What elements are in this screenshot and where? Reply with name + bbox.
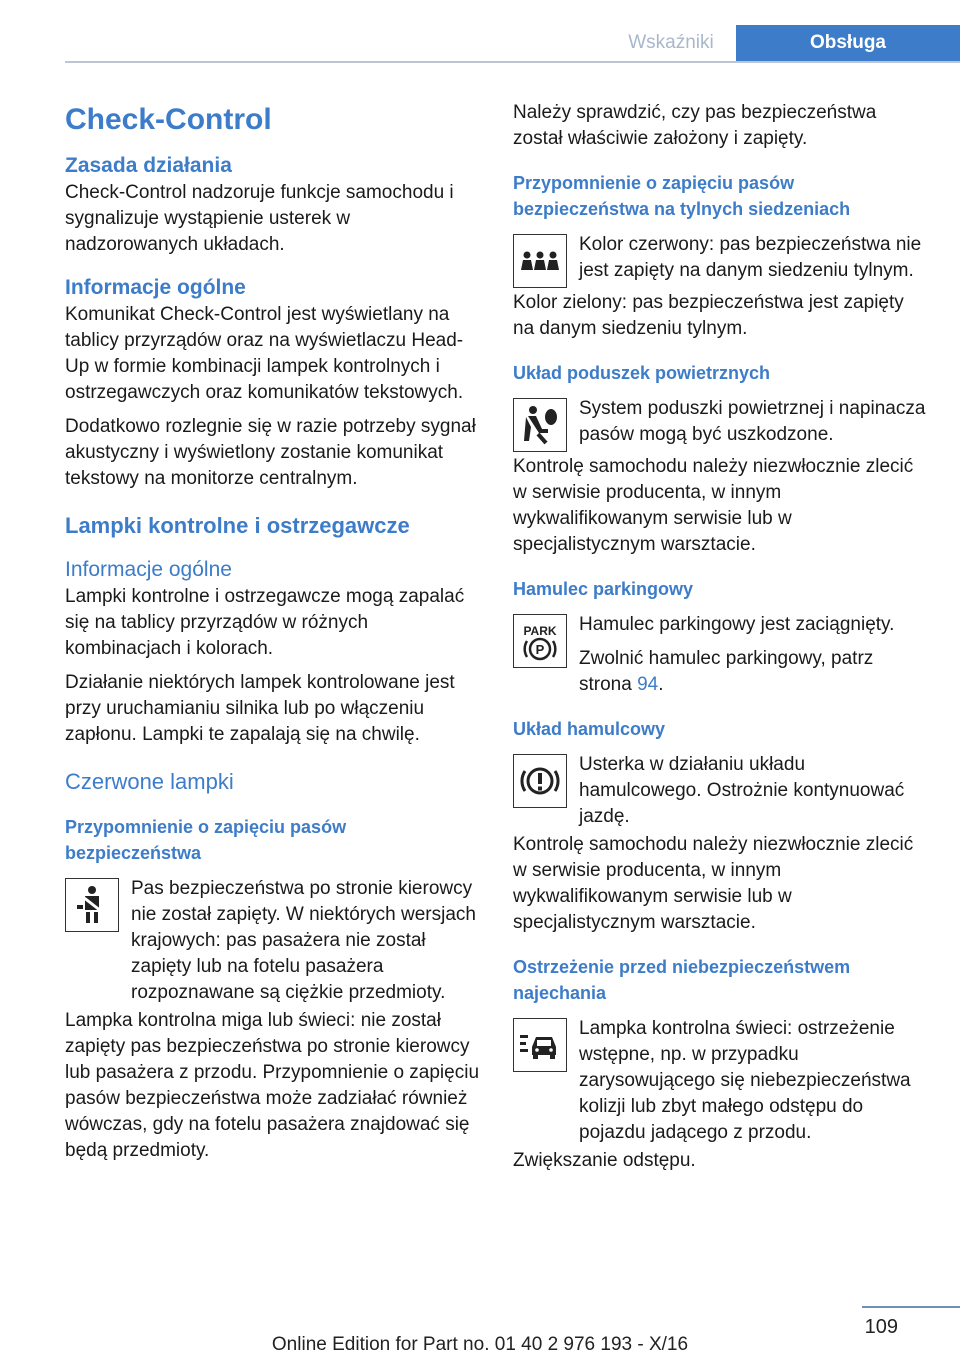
left-column [65,100,480,1172]
brake-warning-icon [513,754,567,808]
subsection-heading-informacje: Informacje ogólne [65,558,232,581]
park-brake-row [513,612,928,698]
section-heading-czerwone: Czerwone lampki [65,769,234,794]
park-brake-icon-text: Hamulec parkingowy jest zaciągnięty. [579,614,895,635]
footer-edition: Online Edition for Part no. 01 40 2 976 193 - X/16 [271,1334,689,1355]
park-brake-text-block [579,612,928,698]
paragraph-informacje-1: Komunikat Check-Control jest wyświetlany na tablicy przyrządów oraz na wyświetlaczu Head-Up w formie kombinacji lampek kontrolnych i ostrzegawczych oraz komunikatów tekstowych. [65,304,464,403]
tab-wskazniki[interactable]: Wskaźniki [628,32,714,53]
park-release-pre: Zwolnić hamulec parkingowy, patrz strona [579,648,874,695]
paragraph-hamulcowy-2: Kontrolę samochodu należy niezwłocznie zlecić w serwisie producenta, w innym wykwalifikowanym serwisie lub w specjalistycznym warsztacie. [513,834,914,933]
page-link-94[interactable]: 94 [637,674,659,695]
section-heading-zasada: Zasada działania [65,154,232,177]
seatbelt-icon [65,878,119,932]
section-heading-lampki: Lampki kontrolne i ostrzegawcze [65,513,410,538]
rear-seatbelt-icon [513,234,567,288]
subsection-heading-najechanie: Ostrzeżenie przed niebezpieczeństwem najechania [513,957,851,1003]
paragraph-lampki-1: Lampki kontrolne i ostrzegawcze mogą zapalać się na tablicy przyrządów w różnych kombinacjach i kolorach. [65,586,465,659]
brake-warning-row [513,752,928,830]
paragraph-poduszki-2: Kontrolę samochodu należy niezwłocznie zlecić w serwisie producenta, w innym wykwalifikowanym serwisie lub w specjalistycznym warsztacie. [513,456,914,555]
airbag-row [513,396,928,452]
svg-text:P: P [535,642,545,657]
park-icon-label: PARK [523,624,557,638]
seatbelt-warning-row [65,876,480,1006]
subsection-heading-pasy: Przypomnienie o zapięciu pasów bezpieczeństwa [65,817,347,863]
collision-warning-row [513,1016,928,1146]
paragraph-zasada: Check-Control nadzoruje funkcje samochodu i sygnalizuje wystąpienie usterek w nadzorowanych układach. [65,182,454,255]
paragraph-pasy-2: Lampka kontrolna miga lub świeci: nie został zapięty pas bezpieczeństwa po stronie kierowcy lub pasażera z przodu. Przypomnienie o zapięciu pasów bezpieczeństwa może zadziałać również wówczas, gdy na fotelu pasażera znajdować się będą przedmioty. [65,1010,480,1161]
subsection-heading-poduszki: Układ poduszek powietrznych [513,363,771,383]
paragraph-intro: Należy sprawdzić, czy pas bezpieczeństwa został właściwie założony i zapięty. [513,102,877,149]
park-brake-release-text [579,646,928,698]
right-column [513,100,928,1182]
rear-seatbelt-row [513,232,928,288]
park-release-post: . [658,674,664,695]
collision-warning-icon-text: Lampka kontrolna świeci: ostrzeżenie wstępne, np. w przypadku zarysowującego się niebezpieczeństwa kolizji lub zbyt małego odstępu do pojazdu jadącego z przodu. [579,1018,911,1143]
subsection-heading-hamulcowy: Układ hamulcowy [513,719,666,739]
header-divider [65,61,960,63]
page-number: 109 [864,1316,898,1338]
tab-obsluga[interactable]: Obsługa [736,25,960,63]
subsection-heading-tylne: Przypomnienie o zapięciu pasów bezpieczeństwa na tylnych siedzeniach [513,173,851,219]
rear-seatbelt-icon-text: Kolor czerwony: pas bezpieczeństwa nie jest zapięty na danym siedzeniu tylnym. [579,234,922,281]
paragraph-informacje-2: Dodatkowo rozlegnie się w razie potrzeby sygnał akustyczny i wyświetlony zostanie komunikat tekstowy na monitorze centralnym. [65,416,476,489]
paragraph-najechanie-2: Zwiększanie odstępu. [513,1150,696,1171]
page-title: Check-Control [65,103,272,136]
airbag-icon [513,398,567,452]
brake-warning-icon-text: Usterka w działaniu układu hamulcowego. Ostrożnie kontynuować jazdę. [579,754,905,827]
paragraph-tylne-2: Kolor zielony: pas bezpieczeństwa jest zapięty na danym siedzeniu tylnym. [513,292,904,339]
subsection-heading-hamulec: Hamulec parkingowy [513,579,694,599]
seatbelt-icon-text: Pas bezpieczeństwa po stronie kierowcy nie został zapięty. W niektórych wersjach krajowych: pas pasażera nie został zapięty lub na fotelu pasażera rozpoznawane są ciężkie przedmioty. [131,878,476,1003]
footer-divider [862,1306,960,1308]
section-heading-informacje: Informacje ogólne [65,276,246,299]
park-brake-icon [513,614,567,668]
paragraph-lampki-2: Działanie niektórych lampek kontrolowane jest przy uruchamianiu silnika lub po włączeniu zapłonu. Lampki te zapalają się na chwilę. [65,672,455,745]
collision-warning-icon [513,1018,567,1072]
airbag-icon-text: System poduszki powietrznej i napinacza pasów mogą być uszkodzone. [579,398,926,445]
